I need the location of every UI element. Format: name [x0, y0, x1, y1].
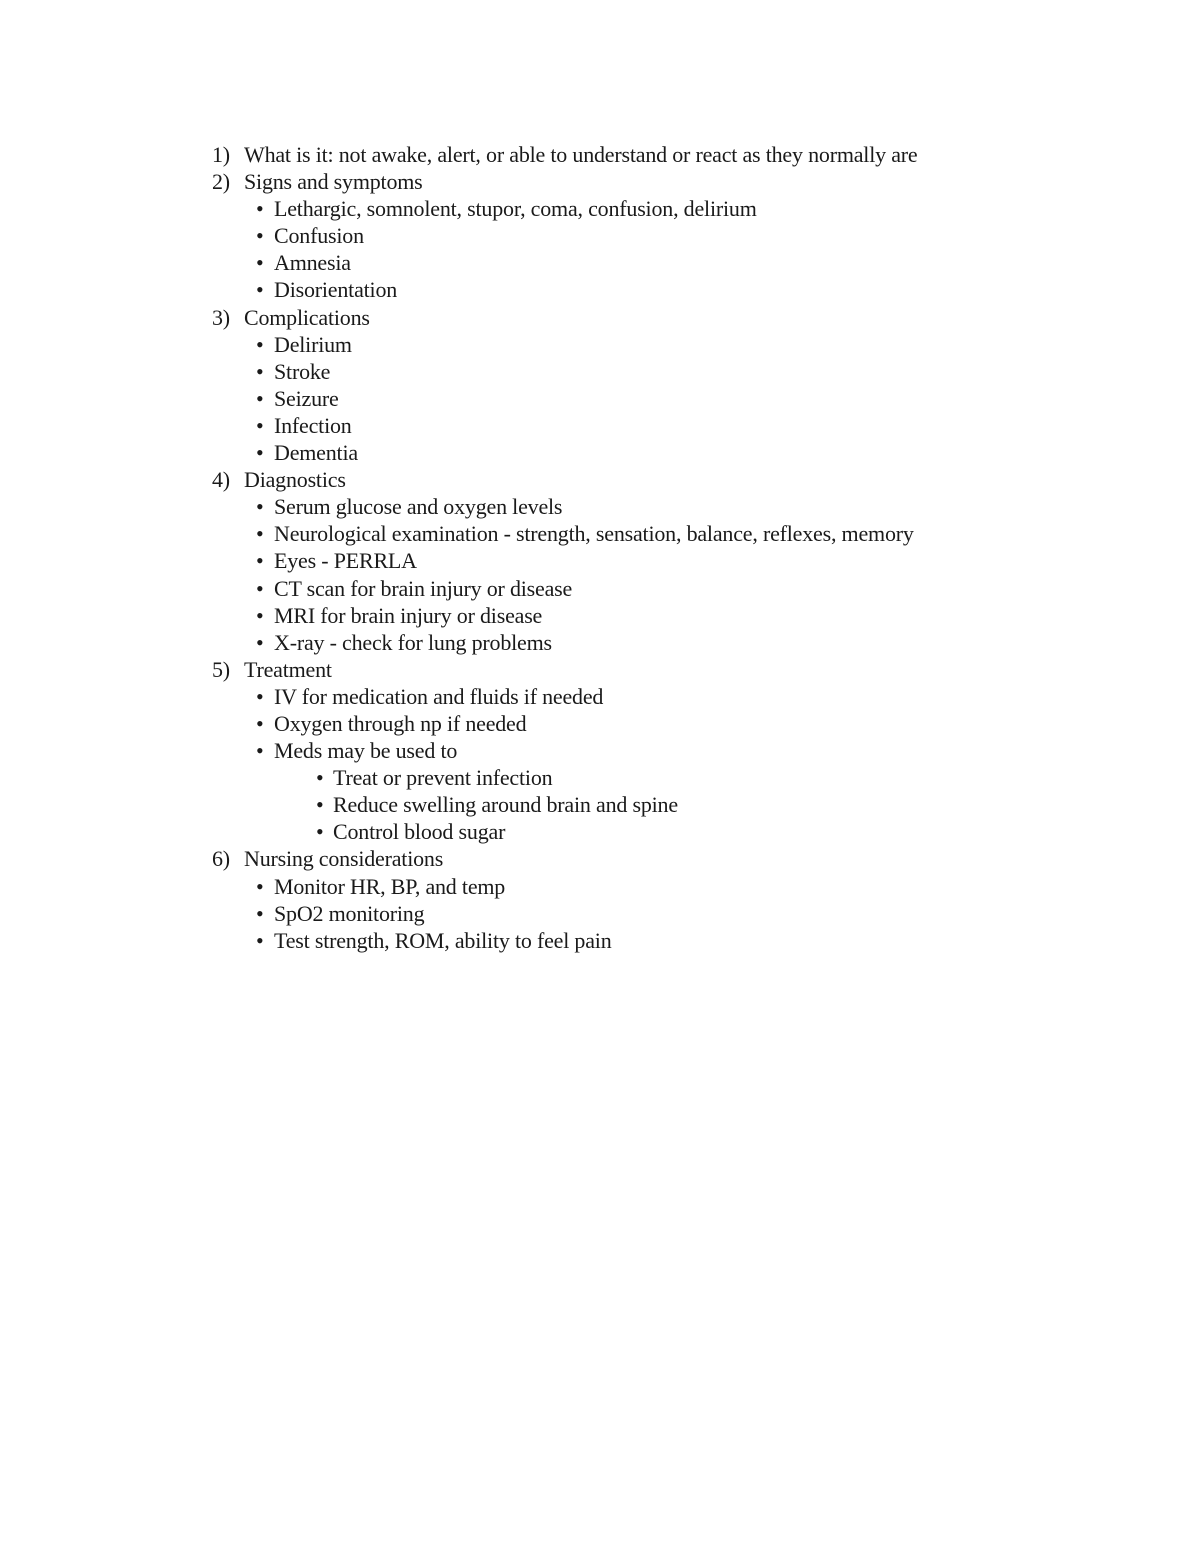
bullet-icon: • [256, 602, 264, 628]
bullet-icon: • [256, 629, 264, 655]
section-title: Signs and symptoms [244, 169, 423, 195]
bullet-item [212, 683, 1112, 710]
bullet-item [212, 358, 1112, 385]
bullet-item [212, 873, 1112, 900]
section-title: Nursing considerations [244, 846, 444, 872]
bullet-text: Meds may be used to [274, 738, 458, 764]
bullet-text: Disorientation [274, 277, 398, 303]
bullet-icon: • [256, 927, 264, 953]
bullet-text: Monitor HR, BP, and temp [274, 873, 506, 899]
bullet-text: Stroke [274, 358, 331, 384]
bullet-icon: • [256, 277, 264, 303]
bullet-item [212, 493, 1112, 520]
bullet-text: SpO2 monitoring [274, 900, 425, 926]
bullet-item [212, 710, 1112, 737]
section-heading [212, 168, 1112, 195]
bullet-item [212, 412, 1112, 439]
bullet-icon: • [316, 792, 324, 818]
bullet-icon: • [316, 819, 324, 845]
section-heading [212, 304, 1112, 331]
section-heading [212, 845, 1112, 872]
bullet-item [212, 629, 1112, 656]
bullet-item [212, 439, 1112, 466]
sub-bullet-item [212, 764, 1112, 791]
bullet-icon: • [316, 765, 324, 791]
bullet-item [212, 195, 1112, 222]
section-number: 4) [212, 467, 230, 493]
bullet-icon: • [256, 710, 264, 736]
bullet-icon: • [256, 575, 264, 601]
bullet-item [212, 900, 1112, 927]
bullet-item [212, 575, 1112, 602]
sub-bullet-item [212, 791, 1112, 818]
bullet-text: Control blood sugar [333, 819, 506, 845]
section-number: 1) [212, 142, 230, 167]
bullet-icon: • [256, 738, 264, 764]
bullet-text: Seizure [274, 385, 339, 411]
sub-bullet-item [212, 818, 1112, 845]
bullet-text: Confusion [274, 223, 364, 249]
bullet-item [212, 249, 1112, 276]
bullet-icon: • [256, 412, 264, 438]
bullet-icon: • [256, 440, 264, 466]
section-heading [212, 656, 1112, 683]
outline-list [212, 141, 1112, 954]
section-number: 2) [212, 169, 230, 195]
section-number: 5) [212, 656, 230, 682]
bullet-item [212, 385, 1112, 412]
section-number: 3) [212, 304, 230, 330]
bullet-text: Serum glucose and oxygen levels [274, 494, 563, 520]
bullet-text: Reduce swelling around brain and spine [333, 792, 678, 818]
bullet-item [212, 520, 1112, 547]
bullet-item [212, 927, 1112, 954]
bullet-icon: • [256, 331, 264, 357]
bullet-text: Oxygen through np if needed [274, 710, 527, 736]
bullet-text: Neurological examination - strength, sensation, balance, reflexes, memory [274, 521, 914, 547]
bullet-text: Dementia [274, 440, 358, 466]
bullet-text: IV for medication and fluids if needed [274, 683, 604, 709]
section-heading [212, 466, 1112, 493]
bullet-item [212, 276, 1112, 303]
bullet-item [212, 602, 1112, 629]
section-title: Complications [244, 304, 370, 330]
bullet-icon: • [256, 223, 264, 249]
bullet-icon: • [256, 683, 264, 709]
bullet-icon: • [256, 358, 264, 384]
bullet-item [212, 222, 1112, 249]
bullet-text: Lethargic, somnolent, stupor, coma, confusion, delirium [274, 196, 757, 222]
bullet-text: Delirium [274, 331, 352, 357]
bullet-text: MRI for brain injury or disease [274, 602, 543, 628]
bullet-icon: • [256, 494, 264, 520]
section-title: Treatment [244, 656, 332, 682]
bullet-icon: • [256, 900, 264, 926]
section-number: 6) [212, 846, 230, 872]
bullet-icon: • [256, 196, 264, 222]
bullet-icon: • [256, 873, 264, 899]
bullet-icon: • [256, 548, 264, 574]
bullet-text: X-ray - check for lung problems [274, 629, 552, 655]
bullet-text: Test strength, ROM, ability to feel pain [274, 927, 612, 953]
section-heading [212, 141, 1112, 168]
section-title: What is it: not awake, alert, or able to understand or react as they normally are [244, 142, 918, 167]
bullet-text: CT scan for brain injury or disease [274, 575, 573, 601]
bullet-item [212, 331, 1112, 358]
bullet-icon: • [256, 385, 264, 411]
bullet-icon: • [256, 521, 264, 547]
bullet-text: Amnesia [274, 250, 351, 276]
section-title: Diagnostics [244, 467, 346, 493]
bullet-text: Eyes - PERRLA [274, 548, 417, 574]
bullet-item [212, 737, 1112, 764]
bullet-icon: • [256, 250, 264, 276]
bullet-text: Treat or prevent infection [333, 765, 553, 791]
bullet-item [212, 547, 1112, 574]
bullet-text: Infection [274, 412, 352, 438]
